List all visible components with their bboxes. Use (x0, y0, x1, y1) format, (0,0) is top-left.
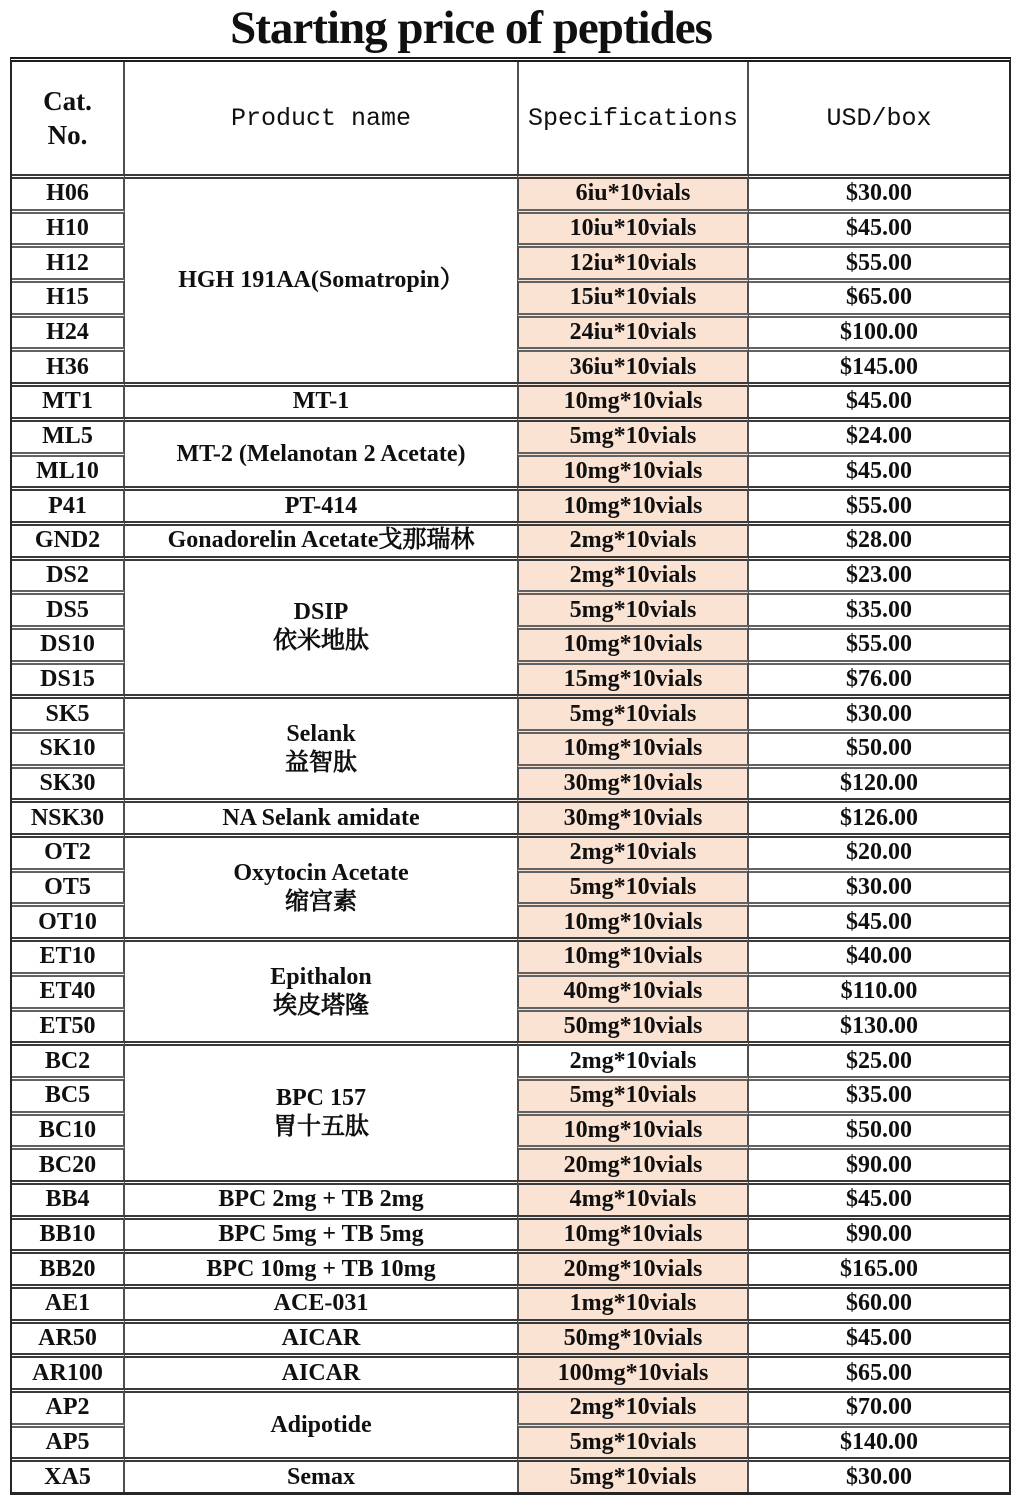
spec-cell: 10mg*10vials (517, 1111, 749, 1146)
spec-cell: 15iu*10vials (517, 278, 749, 313)
price-cell: $45.00 (749, 209, 1009, 244)
spec-cell: 5mg*10vials (517, 590, 749, 625)
product-group (12, 1041, 1009, 1180)
price-cell: $45.00 (749, 1319, 1009, 1354)
table-row (12, 382, 1009, 417)
spec-cell: 36iu*10vials (517, 347, 749, 382)
table-row (12, 694, 1009, 729)
cat-no-cell: DS10 (12, 625, 125, 660)
cat-no-cell: SK30 (12, 764, 125, 799)
product-name-line: BPC 5mg + TB 5mg (218, 1220, 424, 1247)
cat-no-cell: BB4 (12, 1180, 125, 1215)
product-name-cell (125, 798, 517, 833)
price-cell: $65.00 (749, 1353, 1009, 1388)
product-name-cell (125, 1249, 517, 1284)
table-row (12, 486, 1009, 521)
product-name-cell (125, 1457, 517, 1492)
spec-cell: 50mg*10vials (517, 1007, 749, 1042)
price-cell: $45.00 (749, 1180, 1009, 1215)
header-row (12, 62, 1009, 174)
spec-cell: 2mg*10vials (517, 833, 749, 868)
product-group (12, 382, 1009, 417)
product-group (12, 1215, 1009, 1250)
table-row (12, 937, 1009, 972)
cat-no-cell: H06 (12, 174, 125, 209)
product-name-cell (125, 694, 517, 798)
price-cell: $40.00 (749, 937, 1009, 972)
spec-cell: 10mg*10vials (517, 937, 749, 972)
product-name-line: Gonadorelin Acetate戈那瑞林 (167, 527, 475, 554)
cat-no-cell: P41 (12, 486, 125, 521)
product-name-cell (125, 1388, 517, 1457)
cat-no-cell: AR100 (12, 1353, 125, 1388)
price-cell: $45.00 (749, 452, 1009, 487)
price-table (10, 57, 1011, 1495)
spec-cell: 4mg*10vials (517, 1180, 749, 1215)
spec-cell: 10mg*10vials (517, 486, 749, 521)
spec-cell: 10iu*10vials (517, 209, 749, 244)
spec-cell: 2mg*10vials (517, 1388, 749, 1423)
spec-cell: 5mg*10vials (517, 417, 749, 452)
price-cell: $28.00 (749, 521, 1009, 556)
cat-no-cell: ML5 (12, 417, 125, 452)
table-row (12, 833, 1009, 868)
cat-no-cell: H15 (12, 278, 125, 313)
price-cell: $45.00 (749, 382, 1009, 417)
cat-no-cell: XA5 (12, 1457, 125, 1492)
product-name-line: Oxytocin Acetate (233, 859, 409, 886)
product-name-cell (125, 1041, 517, 1180)
table-row (12, 417, 1009, 452)
cat-no-cell: ET10 (12, 937, 125, 972)
page-title: Starting price of peptides (230, 2, 712, 54)
product-name-cell (125, 1353, 517, 1388)
product-group (12, 937, 1009, 1041)
price-cell: $90.00 (749, 1145, 1009, 1180)
cat-no-cell: H24 (12, 313, 125, 348)
table-row (12, 1353, 1009, 1388)
spec-cell: 10mg*10vials (517, 625, 749, 660)
product-name-cell (125, 417, 517, 486)
price-cell: $30.00 (749, 868, 1009, 903)
product-name-line: 埃皮塔隆 (273, 992, 369, 1019)
price-cell: $65.00 (749, 278, 1009, 313)
cat-no-cell: DS15 (12, 660, 125, 695)
table-row (12, 556, 1009, 591)
product-name-cell (125, 1215, 517, 1250)
product-name-line: 益智肽 (285, 749, 357, 776)
spec-cell: 10mg*10vials (517, 1215, 749, 1250)
cat-no-cell: BC10 (12, 1111, 125, 1146)
cat-no-cell: AE1 (12, 1284, 125, 1319)
spec-cell: 5mg*10vials (517, 1076, 749, 1111)
price-cell: $23.00 (749, 556, 1009, 591)
table-row (12, 1284, 1009, 1319)
price-cell: $55.00 (749, 243, 1009, 278)
spec-cell: 100mg*10vials (517, 1353, 749, 1388)
cat-no-cell: GND2 (12, 521, 125, 556)
product-name-line: Epithalon (270, 963, 372, 990)
product-name-line: Adipotide (270, 1411, 372, 1438)
spec-cell: 20mg*10vials (517, 1145, 749, 1180)
header-cat-line1: Cat. (43, 86, 92, 116)
price-cell: $126.00 (749, 798, 1009, 833)
product-name-line: 依米地肽 (273, 628, 369, 655)
price-cell: $24.00 (749, 417, 1009, 452)
product-name-cell (125, 486, 517, 521)
table-row (12, 798, 1009, 833)
product-name-line: ACE-031 (273, 1290, 369, 1317)
price-cell: $140.00 (749, 1423, 1009, 1458)
spec-cell: 24iu*10vials (517, 313, 749, 348)
product-name-cell (125, 937, 517, 1041)
spec-cell: 10mg*10vials (517, 452, 749, 487)
product-name-line: Selank (286, 720, 356, 747)
cat-no-cell: OT2 (12, 833, 125, 868)
price-cell: $55.00 (749, 625, 1009, 660)
spec-cell: 30mg*10vials (517, 764, 749, 799)
product-name-cell (125, 174, 517, 382)
cat-no-cell: SK5 (12, 694, 125, 729)
cat-no-cell: DS5 (12, 590, 125, 625)
product-group (12, 1457, 1009, 1492)
table-row (12, 1215, 1009, 1250)
price-cell: $145.00 (749, 347, 1009, 382)
cat-no-cell: AP5 (12, 1423, 125, 1458)
header-cat-no (12, 62, 125, 174)
product-group (12, 1388, 1009, 1457)
price-cell: $165.00 (749, 1249, 1009, 1284)
spec-cell: 2mg*10vials (517, 521, 749, 556)
cat-no-cell: H10 (12, 209, 125, 244)
spec-cell: 30mg*10vials (517, 798, 749, 833)
product-group (12, 1319, 1009, 1354)
cat-no-cell: BC5 (12, 1076, 125, 1111)
price-cell: $25.00 (749, 1041, 1009, 1076)
table-row (12, 1180, 1009, 1215)
cat-no-cell: OT5 (12, 868, 125, 903)
cat-no-cell: AP2 (12, 1388, 125, 1423)
product-name-line: BPC 10mg + TB 10mg (206, 1255, 436, 1282)
price-cell: $30.00 (749, 1457, 1009, 1492)
price-cell: $50.00 (749, 729, 1009, 764)
table-row (12, 174, 1009, 209)
price-cell: $30.00 (749, 174, 1009, 209)
price-cell: $35.00 (749, 590, 1009, 625)
table-header (12, 62, 1009, 174)
product-name-line: BPC 157 (276, 1085, 366, 1112)
table-row (12, 1388, 1009, 1423)
product-group (12, 1353, 1009, 1388)
product-group (12, 556, 1009, 695)
cat-no-cell: NSK30 (12, 798, 125, 833)
product-group (12, 521, 1009, 556)
price-cell: $120.00 (749, 764, 1009, 799)
price-cell: $35.00 (749, 1076, 1009, 1111)
product-name-line: PT-414 (284, 492, 358, 519)
product-group (12, 1180, 1009, 1215)
price-cell: $130.00 (749, 1007, 1009, 1042)
product-group (12, 833, 1009, 937)
cat-no-cell: MT1 (12, 382, 125, 417)
cat-no-cell: SK10 (12, 729, 125, 764)
cat-no-cell: H12 (12, 243, 125, 278)
spec-cell: 10mg*10vials (517, 729, 749, 764)
spec-cell: 12iu*10vials (517, 243, 749, 278)
product-group (12, 1284, 1009, 1319)
spec-cell: 5mg*10vials (517, 694, 749, 729)
price-cell: $100.00 (749, 313, 1009, 348)
product-name-cell (125, 1319, 517, 1354)
spec-cell: 5mg*10vials (517, 1423, 749, 1458)
spec-cell: 1mg*10vials (517, 1284, 749, 1319)
product-name-line: Semax (287, 1463, 355, 1490)
cat-no-cell: BC2 (12, 1041, 125, 1076)
price-cell: $90.00 (749, 1215, 1009, 1250)
cat-no-cell: ET50 (12, 1007, 125, 1042)
cat-no-cell: H36 (12, 347, 125, 382)
price-cell: $55.00 (749, 486, 1009, 521)
product-name-line: DSIP (293, 599, 349, 626)
product-group (12, 417, 1009, 486)
product-name-line: MT-1 (292, 388, 350, 415)
price-cell: $110.00 (749, 972, 1009, 1007)
product-group (12, 1249, 1009, 1284)
header-cat-line2: No. (47, 120, 88, 150)
spec-cell: 10mg*10vials (517, 902, 749, 937)
spec-cell: 2mg*10vials (517, 1041, 749, 1076)
spec-cell: 15mg*10vials (517, 660, 749, 695)
table-row (12, 521, 1009, 556)
cat-no-cell: BB20 (12, 1249, 125, 1284)
product-name-cell (125, 833, 517, 937)
cat-no-cell: BB10 (12, 1215, 125, 1250)
spec-cell: 5mg*10vials (517, 868, 749, 903)
spec-cell: 5mg*10vials (517, 1457, 749, 1492)
product-group (12, 174, 1009, 382)
product-name-cell (125, 1284, 517, 1319)
product-name-line: MT-2 (Melanotan 2 Acetate) (176, 440, 466, 467)
product-group (12, 486, 1009, 521)
header-product-name: Product name (230, 103, 412, 133)
product-name-cell (125, 382, 517, 417)
price-cell: $20.00 (749, 833, 1009, 868)
spec-cell: 10mg*10vials (517, 382, 749, 417)
spec-cell: 20mg*10vials (517, 1249, 749, 1284)
price-cell: $60.00 (749, 1284, 1009, 1319)
price-cell: $70.00 (749, 1388, 1009, 1423)
cat-no-cell: OT10 (12, 902, 125, 937)
product-name-cell (125, 521, 517, 556)
table-row (12, 1319, 1009, 1354)
product-group (12, 694, 1009, 798)
spec-cell: 2mg*10vials (517, 556, 749, 591)
cat-no-cell: BC20 (12, 1145, 125, 1180)
spec-cell: 50mg*10vials (517, 1319, 749, 1354)
spec-cell: 6iu*10vials (517, 174, 749, 209)
product-group (12, 798, 1009, 833)
cat-no-cell: ET40 (12, 972, 125, 1007)
product-name-line: AICAR (281, 1325, 361, 1352)
spec-cell: 40mg*10vials (517, 972, 749, 1007)
price-cell: $76.00 (749, 660, 1009, 695)
cat-no-cell: AR50 (12, 1319, 125, 1354)
table-row (12, 1457, 1009, 1492)
cat-no-cell: ML10 (12, 452, 125, 487)
product-name-line: NA Selank amidate (222, 804, 420, 831)
header-specifications: Specifications (517, 62, 749, 174)
product-name-line: 胃十五肽 (273, 1114, 369, 1141)
product-name-line: BPC 2mg + TB 2mg (218, 1186, 424, 1213)
product-name-line: 缩宫素 (285, 888, 357, 915)
price-cell: $30.00 (749, 694, 1009, 729)
table-row (12, 1249, 1009, 1284)
product-name-line: AICAR (281, 1359, 361, 1386)
header-usd-box: USD/box (826, 103, 932, 133)
product-name-line: HGH 191AA(Somatropin） (178, 267, 464, 294)
price-cell: $45.00 (749, 902, 1009, 937)
price-cell: $50.00 (749, 1111, 1009, 1146)
product-name-cell (125, 556, 517, 695)
cat-no-cell: DS2 (12, 556, 125, 591)
table-row (12, 1041, 1009, 1076)
product-name-cell (125, 1180, 517, 1215)
